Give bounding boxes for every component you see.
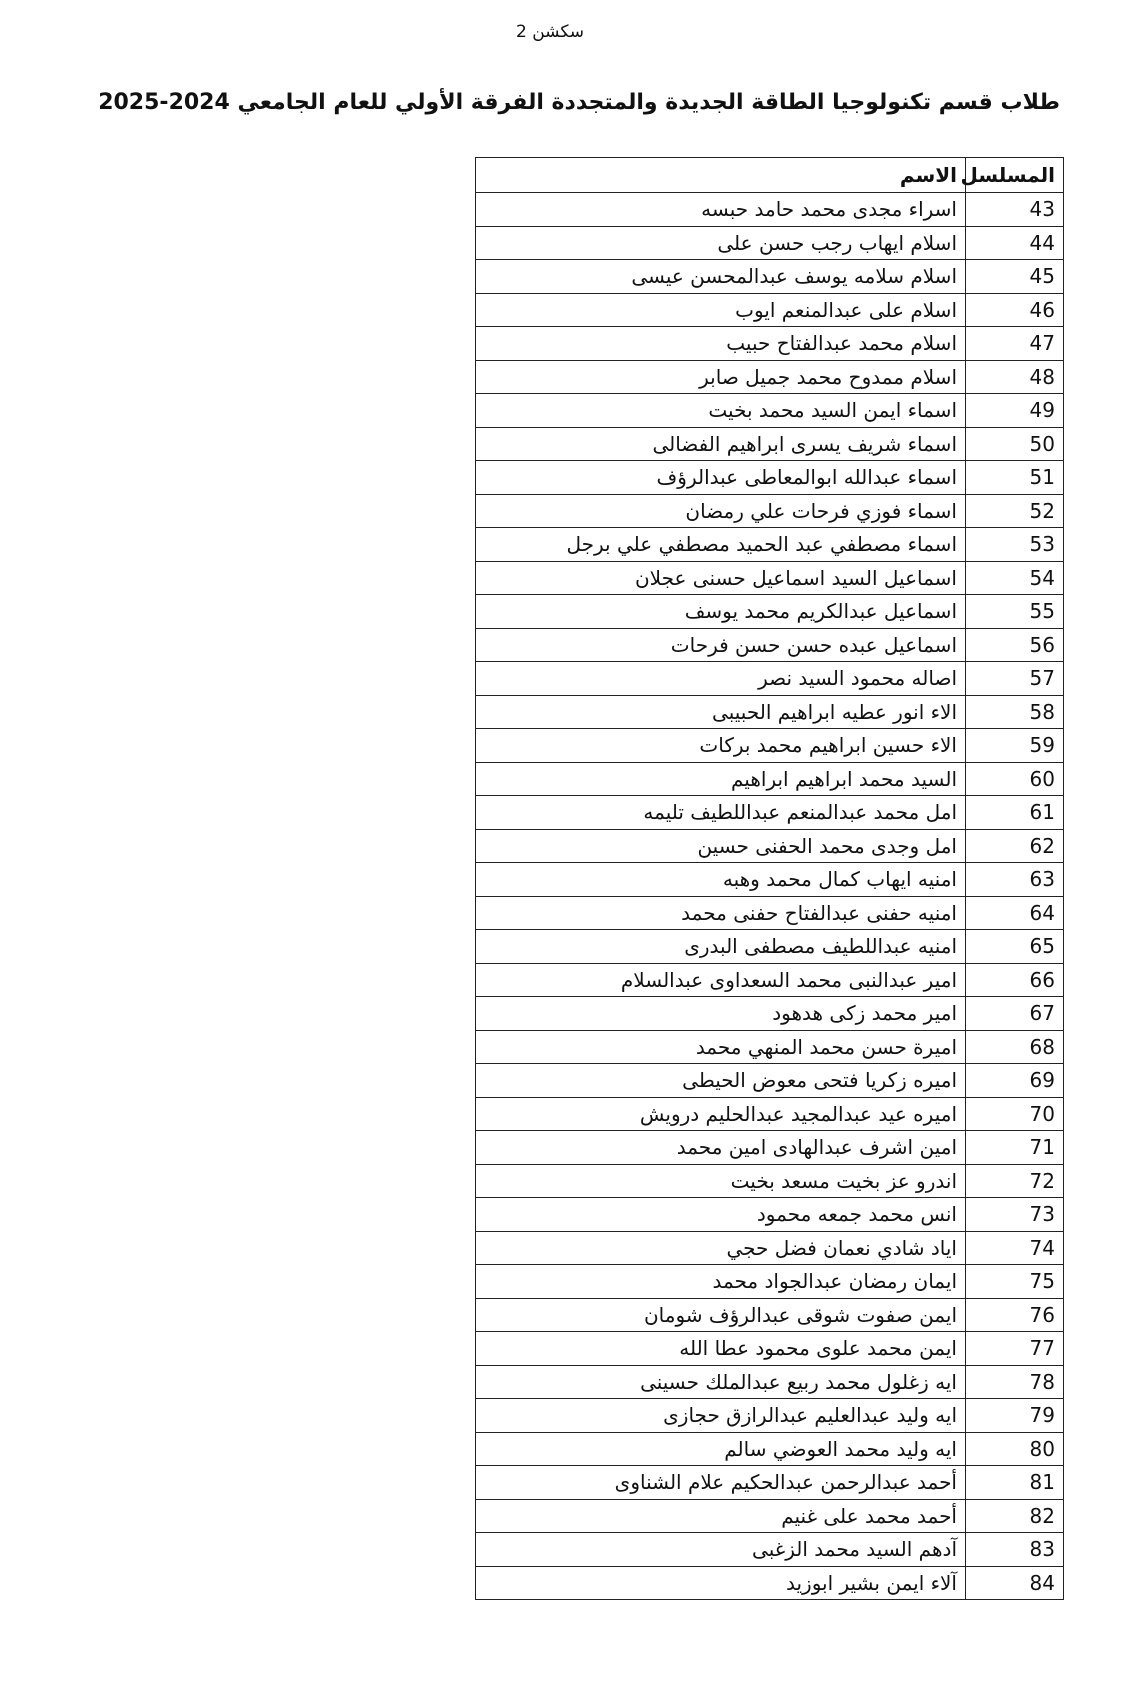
table-row <box>476 963 1064 997</box>
row-number: 65 <box>966 930 1064 964</box>
table-row <box>476 628 1064 662</box>
student-name: ايه وليد محمد العوضي سالم <box>476 1432 966 1466</box>
student-name: اسلام سلامه يوسف عبدالمحسن عيسى <box>476 260 966 294</box>
student-name: امير محمد زكى هدهود <box>476 997 966 1031</box>
student-name: امل وجدى محمد الحفنى حسين <box>476 829 966 863</box>
row-number: 79 <box>966 1399 1064 1433</box>
row-number: 53 <box>966 528 1064 562</box>
table-row <box>476 427 1064 461</box>
row-number: 45 <box>966 260 1064 294</box>
student-name: اسماء ايمن السيد محمد بخيت <box>476 394 966 428</box>
column-header-number: المسلسل <box>966 158 1064 193</box>
table-row <box>476 796 1064 830</box>
table-row <box>476 1432 1064 1466</box>
student-name: اسماعيل السيد اسماعيل حسنى عجلان <box>476 561 966 595</box>
row-number: 54 <box>966 561 1064 595</box>
row-number: 69 <box>966 1064 1064 1098</box>
row-number: 64 <box>966 896 1064 930</box>
row-number: 77 <box>966 1332 1064 1366</box>
student-name: آدهم السيد محمد الزغبى <box>476 1533 966 1567</box>
student-name: امنيه عبداللطيف مصطفى البدرى <box>476 930 966 964</box>
row-number: 61 <box>966 796 1064 830</box>
row-number: 59 <box>966 729 1064 763</box>
table-row <box>476 1298 1064 1332</box>
student-name: اسماء شريف يسرى ابراهيم الفضالى <box>476 427 966 461</box>
row-number: 80 <box>966 1432 1064 1466</box>
student-name: ايه وليد عبدالعليم عبدالرازق حجازى <box>476 1399 966 1433</box>
row-number: 56 <box>966 628 1064 662</box>
table-row <box>476 930 1064 964</box>
section-label: سكشن 2 <box>516 22 584 42</box>
student-name: اسماعيل عبده حسن حسن فرحات <box>476 628 966 662</box>
row-number: 50 <box>966 427 1064 461</box>
student-name: اسلام ايهاب رجب حسن على <box>476 226 966 260</box>
table-row <box>476 1466 1064 1500</box>
table-row <box>476 863 1064 897</box>
table-row <box>476 193 1064 227</box>
table-row <box>476 1499 1064 1533</box>
student-name: اسماعيل عبدالكريم محمد يوسف <box>476 595 966 629</box>
student-name: الاء حسين ابراهيم محمد بركات <box>476 729 966 763</box>
student-name: اسلام على عبدالمنعم ايوب <box>476 293 966 327</box>
table-row <box>476 762 1064 796</box>
row-number: 49 <box>966 394 1064 428</box>
row-number: 43 <box>966 193 1064 227</box>
row-number: 84 <box>966 1566 1064 1600</box>
table-row <box>476 1533 1064 1567</box>
table-row <box>476 394 1064 428</box>
table-row <box>476 1332 1064 1366</box>
table-row <box>476 226 1064 260</box>
student-name: امير عبدالنبى محمد السعداوى عبدالسلام <box>476 963 966 997</box>
row-number: 72 <box>966 1164 1064 1198</box>
table-row <box>476 1198 1064 1232</box>
table-row <box>476 260 1064 294</box>
row-number: 76 <box>966 1298 1064 1332</box>
student-name: ايمن صفوت شوقى عبدالرؤف شومان <box>476 1298 966 1332</box>
table-row <box>476 1265 1064 1299</box>
row-number: 48 <box>966 360 1064 394</box>
row-number: 52 <box>966 494 1064 528</box>
table-row <box>476 1131 1064 1165</box>
table-row <box>476 1399 1064 1433</box>
table-row <box>476 1030 1064 1064</box>
row-number: 51 <box>966 461 1064 495</box>
table-row <box>476 1064 1064 1098</box>
row-number: 63 <box>966 863 1064 897</box>
table-row <box>476 829 1064 863</box>
student-name: امنيه حفنى عبدالفتاح حفنى محمد <box>476 896 966 930</box>
table-row <box>476 729 1064 763</box>
student-name: اميرة حسن محمد المنهي محمد <box>476 1030 966 1064</box>
student-name: اسراء مجدى محمد حامد حبسه <box>476 193 966 227</box>
table-row <box>476 561 1064 595</box>
page-title: طلاب قسم تكنولوجيا الطاقة الجديدة والمتجددة الفرقة الأولي للعام الجامعي 2024-2025 <box>98 90 1060 115</box>
row-number: 57 <box>966 662 1064 696</box>
student-name: انس محمد جمعه محمود <box>476 1198 966 1232</box>
table-row <box>476 595 1064 629</box>
row-number: 70 <box>966 1097 1064 1131</box>
student-name: اندرو عز بخيت مسعد بخيت <box>476 1164 966 1198</box>
row-number: 78 <box>966 1365 1064 1399</box>
table-row <box>476 494 1064 528</box>
student-name: الاء انور عطيه ابراهيم الحبيبى <box>476 695 966 729</box>
students-table <box>475 157 1064 1600</box>
table-row <box>476 1566 1064 1600</box>
student-name: اسماء فوزي فرحات علي رمضان <box>476 494 966 528</box>
table-row <box>476 327 1064 361</box>
student-name: اصاله محمود السيد نصر <box>476 662 966 696</box>
row-number: 83 <box>966 1533 1064 1567</box>
row-number: 67 <box>966 997 1064 1031</box>
student-name: اسماء عبدالله ابوالمعاطى عبدالرؤف <box>476 461 966 495</box>
table-row <box>476 695 1064 729</box>
student-name: آلاء ايمن بشير ابوزيد <box>476 1566 966 1600</box>
student-name: أحمد محمد على غنيم <box>476 1499 966 1533</box>
row-number: 66 <box>966 963 1064 997</box>
table-row <box>476 1164 1064 1198</box>
row-number: 82 <box>966 1499 1064 1533</box>
student-name: ايمان رمضان عبدالجواد محمد <box>476 1265 966 1299</box>
row-number: 71 <box>966 1131 1064 1165</box>
column-header-name: الاسم <box>476 158 966 193</box>
row-number: 62 <box>966 829 1064 863</box>
student-name: ايمن محمد علوى محمود عطا الله <box>476 1332 966 1366</box>
row-number: 55 <box>966 595 1064 629</box>
student-name: امين اشرف عبدالهادى امين محمد <box>476 1131 966 1165</box>
row-number: 44 <box>966 226 1064 260</box>
row-number: 73 <box>966 1198 1064 1232</box>
student-name: اسماء مصطفي عبد الحميد مصطفي علي برجل <box>476 528 966 562</box>
table-row <box>476 528 1064 562</box>
table-row <box>476 360 1064 394</box>
table-row <box>476 1231 1064 1265</box>
student-name: امنيه ايهاب كمال محمد وهبه <box>476 863 966 897</box>
student-name: السيد محمد ابراهيم ابراهيم <box>476 762 966 796</box>
row-number: 81 <box>966 1466 1064 1500</box>
row-number: 47 <box>966 327 1064 361</box>
table-row <box>476 293 1064 327</box>
row-number: 58 <box>966 695 1064 729</box>
student-name: ايه زغلول محمد ربيع عبدالملك حسينى <box>476 1365 966 1399</box>
row-number: 68 <box>966 1030 1064 1064</box>
student-name: اسلام ممدوح محمد جميل صابر <box>476 360 966 394</box>
row-number: 74 <box>966 1231 1064 1265</box>
student-name: اسلام محمد عبدالفتاح حبيب <box>476 327 966 361</box>
student-name: امل محمد عبدالمنعم عبداللطيف تليمه <box>476 796 966 830</box>
student-name: أحمد عبدالرحمن عبدالحكيم علام الشناوى <box>476 1466 966 1500</box>
table-row <box>476 662 1064 696</box>
student-name: اميره عيد عبدالمجيد عبدالحليم درويش <box>476 1097 966 1131</box>
row-number: 75 <box>966 1265 1064 1299</box>
student-name: اميره زكريا فتحى معوض الحيطى <box>476 1064 966 1098</box>
table-row <box>476 1365 1064 1399</box>
student-name: اياد شادي نعمان فضل حجي <box>476 1231 966 1265</box>
row-number: 60 <box>966 762 1064 796</box>
row-number: 46 <box>966 293 1064 327</box>
table-row <box>476 1097 1064 1131</box>
table-row <box>476 461 1064 495</box>
table-row <box>476 896 1064 930</box>
table-row <box>476 997 1064 1031</box>
table-header-row <box>476 158 1064 193</box>
